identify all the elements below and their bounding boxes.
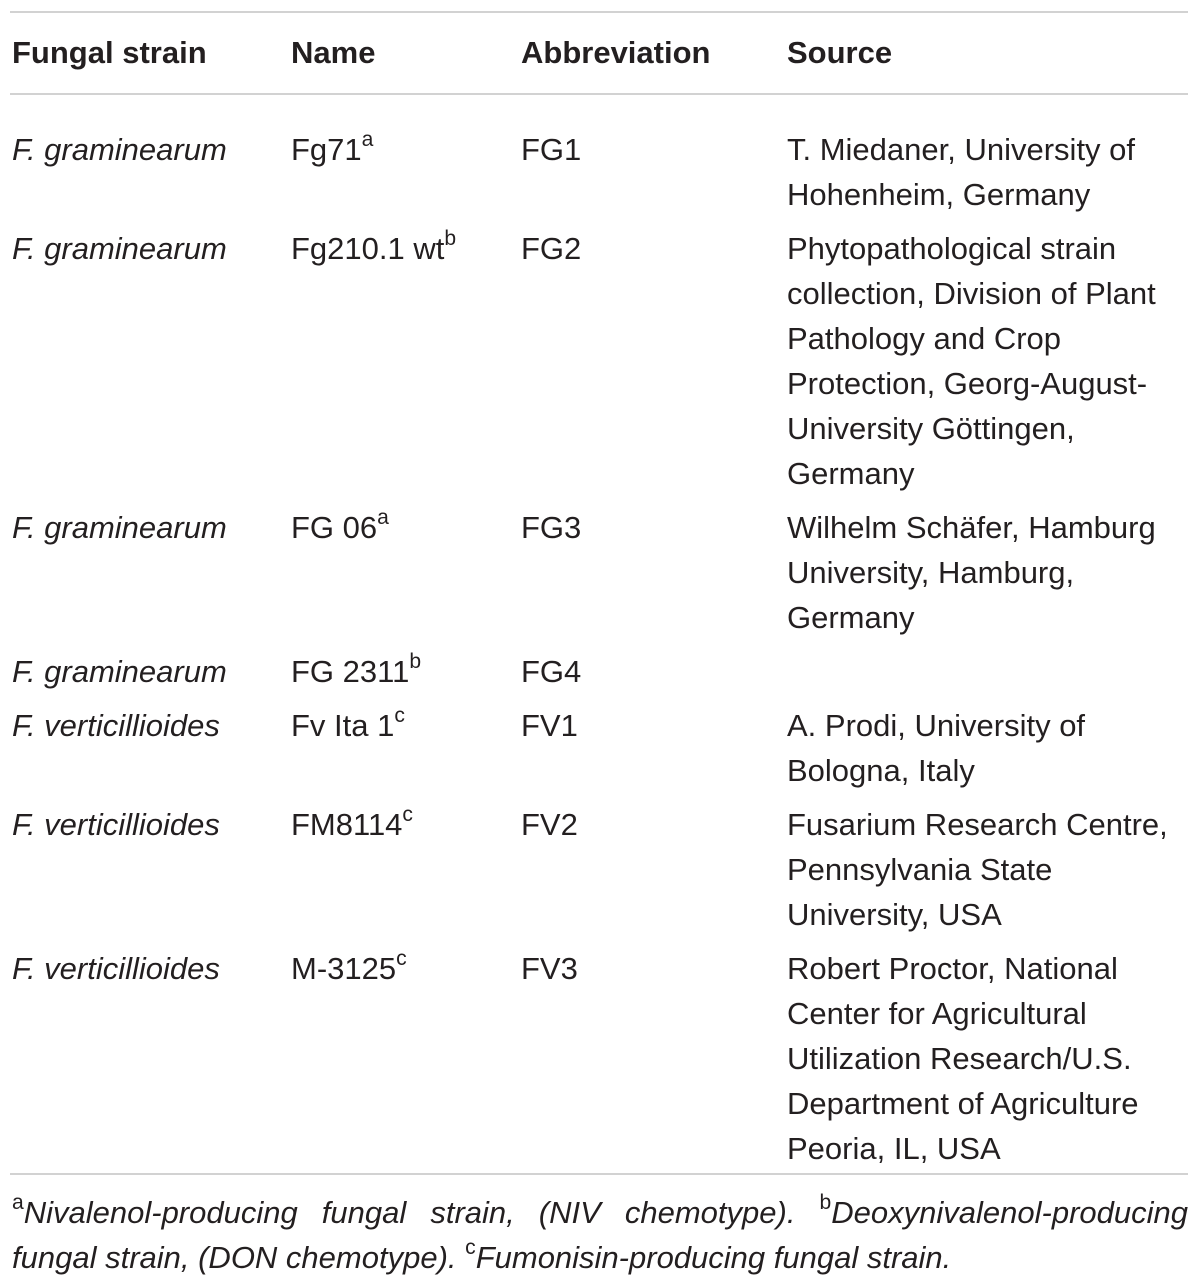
table-row [12,110,1197,226]
abbreviation-cell: FV1 [521,708,578,743]
footnote-b-mark: b [819,1190,832,1214]
footnote-marker: c [396,946,407,970]
source-cell: Wilhelm Schäfer, Hamburg University, Hamburg, Germany [787,510,1156,635]
source-cell [787,649,1197,703]
strain-name: FG 06 [291,510,378,545]
strain-name: Fg71 [291,132,362,167]
abbreviation-cell: FV3 [521,951,578,986]
table-row [12,649,1197,703]
abbreviation-cell: FG4 [521,654,582,689]
footnote-c-mark: c [465,1235,476,1259]
footnote-marker: a [361,127,374,151]
strain-name: Fg210.1 wt [291,231,445,266]
strain-name: FM8114 [291,807,403,842]
species-cell: F. verticillioides [12,951,220,986]
strain-name: FG 2311 [291,654,410,689]
species-cell: F. graminearum [12,132,227,167]
abbreviation-cell: FV2 [521,807,578,842]
species-cell: F. verticillioides [12,807,220,842]
species-cell: F. graminearum [12,231,227,266]
footnote-marker: c [394,703,405,727]
abbreviation-cell: FG1 [521,132,582,167]
abbreviation-cell: FG2 [521,231,582,266]
header-fungal-strain: Fungal strain [12,35,207,70]
table-top-rule [10,11,1188,13]
header-source: Source [787,35,893,70]
strain-name: M-3125 [291,951,397,986]
footnote-b-text: Deoxynivalenol-producing fungal strain, (DON chemotype). [12,1195,1188,1275]
table-row [12,505,1197,649]
header-name: Name [291,35,376,70]
species-cell: F. verticillioides [12,708,220,743]
source-cell: Robert Proctor, National Center for Agricultural Utilization Research/U.S. Department of Agriculture Peoria, IL, USA [787,951,1139,1166]
table-footnotes [12,1190,1188,1280]
strain-name-cell [291,703,521,802]
footnote-marker: b [444,226,457,250]
footnote-a-mark: a [12,1190,24,1214]
footnote-c-text: Fumonisin-producing fungal strain. [475,1240,952,1275]
table-row [12,703,1197,802]
species-cell: F. graminearum [12,654,227,689]
strain-name-cell [291,505,521,649]
footnote-marker: a [377,505,389,529]
strain-name: Fv Ita 1 [291,708,395,743]
strain-name-cell [291,946,521,1180]
footnote-a-text: Nivalenol-producing fungal strain, (NIV chemotype). [23,1195,796,1230]
fungal-strains-table [12,30,1197,1180]
abbreviation-cell: FG3 [521,510,582,545]
strain-name-cell [291,649,521,703]
table-row [12,226,1197,505]
table-row [12,802,1197,946]
table-header-row [12,30,1197,110]
table-row [12,946,1197,1180]
source-cell: Phytopathological strain collection, Division of Plant Pathology and Crop Protection, Georg-August-University Göttingen, Germany [787,231,1156,491]
footnote-marker: c [402,802,413,826]
source-cell: Fusarium Research Centre, Pennsylvania State University, USA [787,807,1168,932]
header-abbreviation: Abbreviation [521,35,711,70]
strain-name-cell [291,110,521,226]
strain-name-cell [291,226,521,505]
species-cell: F. graminearum [12,510,227,545]
source-cell: A. Prodi, University of Bologna, Italy [787,708,1086,788]
strain-name-cell [291,802,521,946]
table-footer-rule [10,1173,1188,1175]
footnote-marker: b [409,649,422,673]
source-cell: T. Miedaner, University of Hohenheim, Germany [787,132,1136,212]
